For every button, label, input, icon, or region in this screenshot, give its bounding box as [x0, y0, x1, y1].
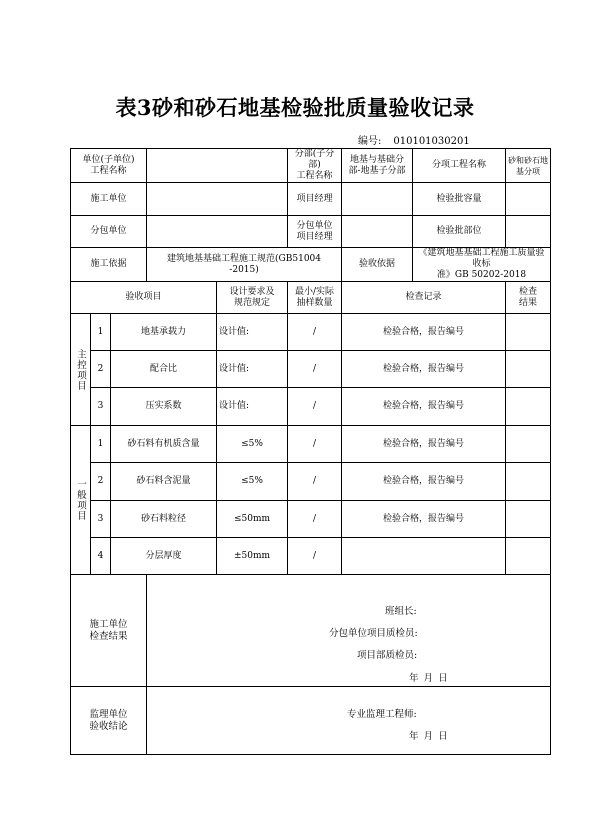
col-acceptance-item: 验收项目: [71, 282, 217, 314]
construction-basis-value: 建筑地基基础工程施工规范(GB51004 -2015): [147, 248, 342, 282]
row-sampling[interactable]: /: [288, 388, 342, 426]
row-design-value[interactable]: ≤50mm: [217, 501, 288, 538]
construction-basis-label: 施工依据: [71, 248, 147, 282]
construction-check-label: 施工单位 检查结果: [71, 575, 147, 687]
row-record[interactable]: 检验合格，报告编号: [342, 314, 506, 351]
table-row: [71, 314, 551, 351]
row-sampling[interactable]: /: [288, 501, 342, 538]
construction-check-area[interactable]: [147, 575, 551, 687]
row-record[interactable]: 检验合格，报告编号: [342, 463, 506, 501]
row-result[interactable]: [506, 351, 551, 388]
row-sampling[interactable]: /: [288, 463, 342, 501]
subcontract-unit-value[interactable]: [147, 216, 288, 248]
header-row-construction: [71, 183, 551, 216]
main-control-label: 主控项目: [71, 314, 91, 426]
row-record[interactable]: 检验合格，报告编号: [342, 501, 506, 538]
row-sampling[interactable]: /: [288, 426, 342, 463]
page-title: 表3砂和砂石地基检验批质量验收记录: [115, 95, 475, 120]
row-record[interactable]: 检验合格，报告编号: [342, 351, 506, 388]
subcontract-unit-label: 分包单位: [71, 216, 147, 248]
supervision-area[interactable]: [147, 687, 551, 755]
general-items-label: 一般项目: [71, 426, 91, 575]
unit-name-value[interactable]: [147, 149, 288, 183]
row-design-value[interactable]: 设计值:: [217, 351, 288, 388]
supervision-engineer-label: 专业监理工程师:: [347, 708, 417, 720]
subcontract-manager-label: 分包单位 项目经理: [288, 216, 342, 248]
row-record[interactable]: 检验合格，报告编号: [342, 426, 506, 463]
row-number: 3: [91, 388, 111, 426]
row-result[interactable]: [506, 314, 551, 351]
batch-capacity-value[interactable]: [506, 183, 551, 216]
acceptance-basis-label: 验收依据: [342, 248, 413, 282]
row-design-value[interactable]: ≤5%: [217, 426, 288, 463]
row-design-value[interactable]: ≤5%: [217, 463, 288, 501]
row-record[interactable]: [342, 538, 506, 575]
row-number: 3: [91, 501, 111, 538]
subcontract-manager-value[interactable]: [342, 216, 413, 248]
construction-unit-label: 施工单位: [71, 183, 147, 216]
table-row: [71, 426, 551, 463]
sub-inspector-label: 分包单位项目质检员:: [329, 627, 418, 639]
construction-check-row: [71, 575, 551, 687]
row-result[interactable]: [506, 426, 551, 463]
row-record[interactable]: 检验合格，报告编号: [342, 388, 506, 426]
row-design-value[interactable]: 设计值:: [217, 314, 288, 351]
row-result[interactable]: [506, 388, 551, 426]
subpart-name-label: 分部(子分部) 工程名称: [288, 149, 342, 183]
code-label: 编号:: [358, 136, 382, 147]
header-row-basis: [71, 248, 551, 282]
column-header-row: [71, 282, 551, 314]
supervision-label: 监理单位 验收结论: [71, 687, 147, 755]
row-item-name: 砂石料粒径: [111, 501, 217, 538]
row-design-value[interactable]: 设计值:: [217, 388, 288, 426]
table-row: [71, 538, 551, 575]
header-row-subcontract: [71, 216, 551, 248]
row-result[interactable]: [506, 501, 551, 538]
row-item-name: 分层厚度: [111, 538, 217, 575]
construction-date: 年 月 日: [409, 672, 448, 684]
col-inspection-result: 检查 结果: [506, 282, 551, 314]
document-code: [358, 132, 470, 147]
row-design-value[interactable]: ±50mm: [217, 538, 288, 575]
col-inspection-record: 检查记录: [342, 282, 506, 314]
col-sampling-quantity: 最小/实际 抽样数量: [288, 282, 342, 314]
row-item-name: 压实系数: [111, 388, 217, 426]
row-number: 2: [91, 351, 111, 388]
row-result[interactable]: [506, 463, 551, 501]
project-manager-value[interactable]: [342, 183, 413, 216]
col-design-requirement: 设计要求及 规范规定: [217, 282, 288, 314]
batch-location-label: 检验批部位: [413, 216, 506, 248]
acceptance-basis-value: 《建筑地基基础工程施工质量验收标 准》GB 50202-2018: [413, 248, 551, 282]
inspection-form-table: [70, 148, 551, 755]
table-row: [71, 463, 551, 501]
row-sampling[interactable]: /: [288, 314, 342, 351]
row-number: 2: [91, 463, 111, 501]
table-row: [71, 351, 551, 388]
subpart-name-value[interactable]: 地基与基础分 部-地基子分部: [342, 149, 413, 183]
row-sampling[interactable]: /: [288, 351, 342, 388]
row-item-name: 配合比: [111, 351, 217, 388]
row-sampling[interactable]: /: [288, 538, 342, 575]
dept-inspector-label: 项目部质检员:: [357, 649, 418, 661]
row-item-name: 地基承载力: [111, 314, 217, 351]
code-value: 010101030201: [393, 136, 470, 147]
batch-capacity-label: 检验批容量: [413, 183, 506, 216]
row-item-name: 砂石料有机质含量: [111, 426, 217, 463]
item-name-label: 分项工程名称: [413, 149, 506, 183]
row-number: 1: [91, 426, 111, 463]
table-row: [71, 501, 551, 538]
row-number: 4: [91, 538, 111, 575]
unit-name-label: 单位(子单位) 工程名称: [71, 149, 147, 183]
construction-unit-value[interactable]: [147, 183, 288, 216]
batch-location-value[interactable]: [506, 216, 551, 248]
project-manager-label: 项目经理: [288, 183, 342, 216]
row-item-name: 砂石料含泥量: [111, 463, 217, 501]
table-row: [71, 388, 551, 426]
supervision-row: [71, 687, 551, 755]
row-number: 1: [91, 314, 111, 351]
supervision-date: 年 月 日: [409, 730, 448, 742]
row-result[interactable]: [506, 538, 551, 575]
item-name-value[interactable]: 砂和砂石地基分项: [506, 149, 551, 183]
header-row-unit: [71, 149, 551, 183]
team-leader-label: 班组长:: [385, 605, 417, 617]
